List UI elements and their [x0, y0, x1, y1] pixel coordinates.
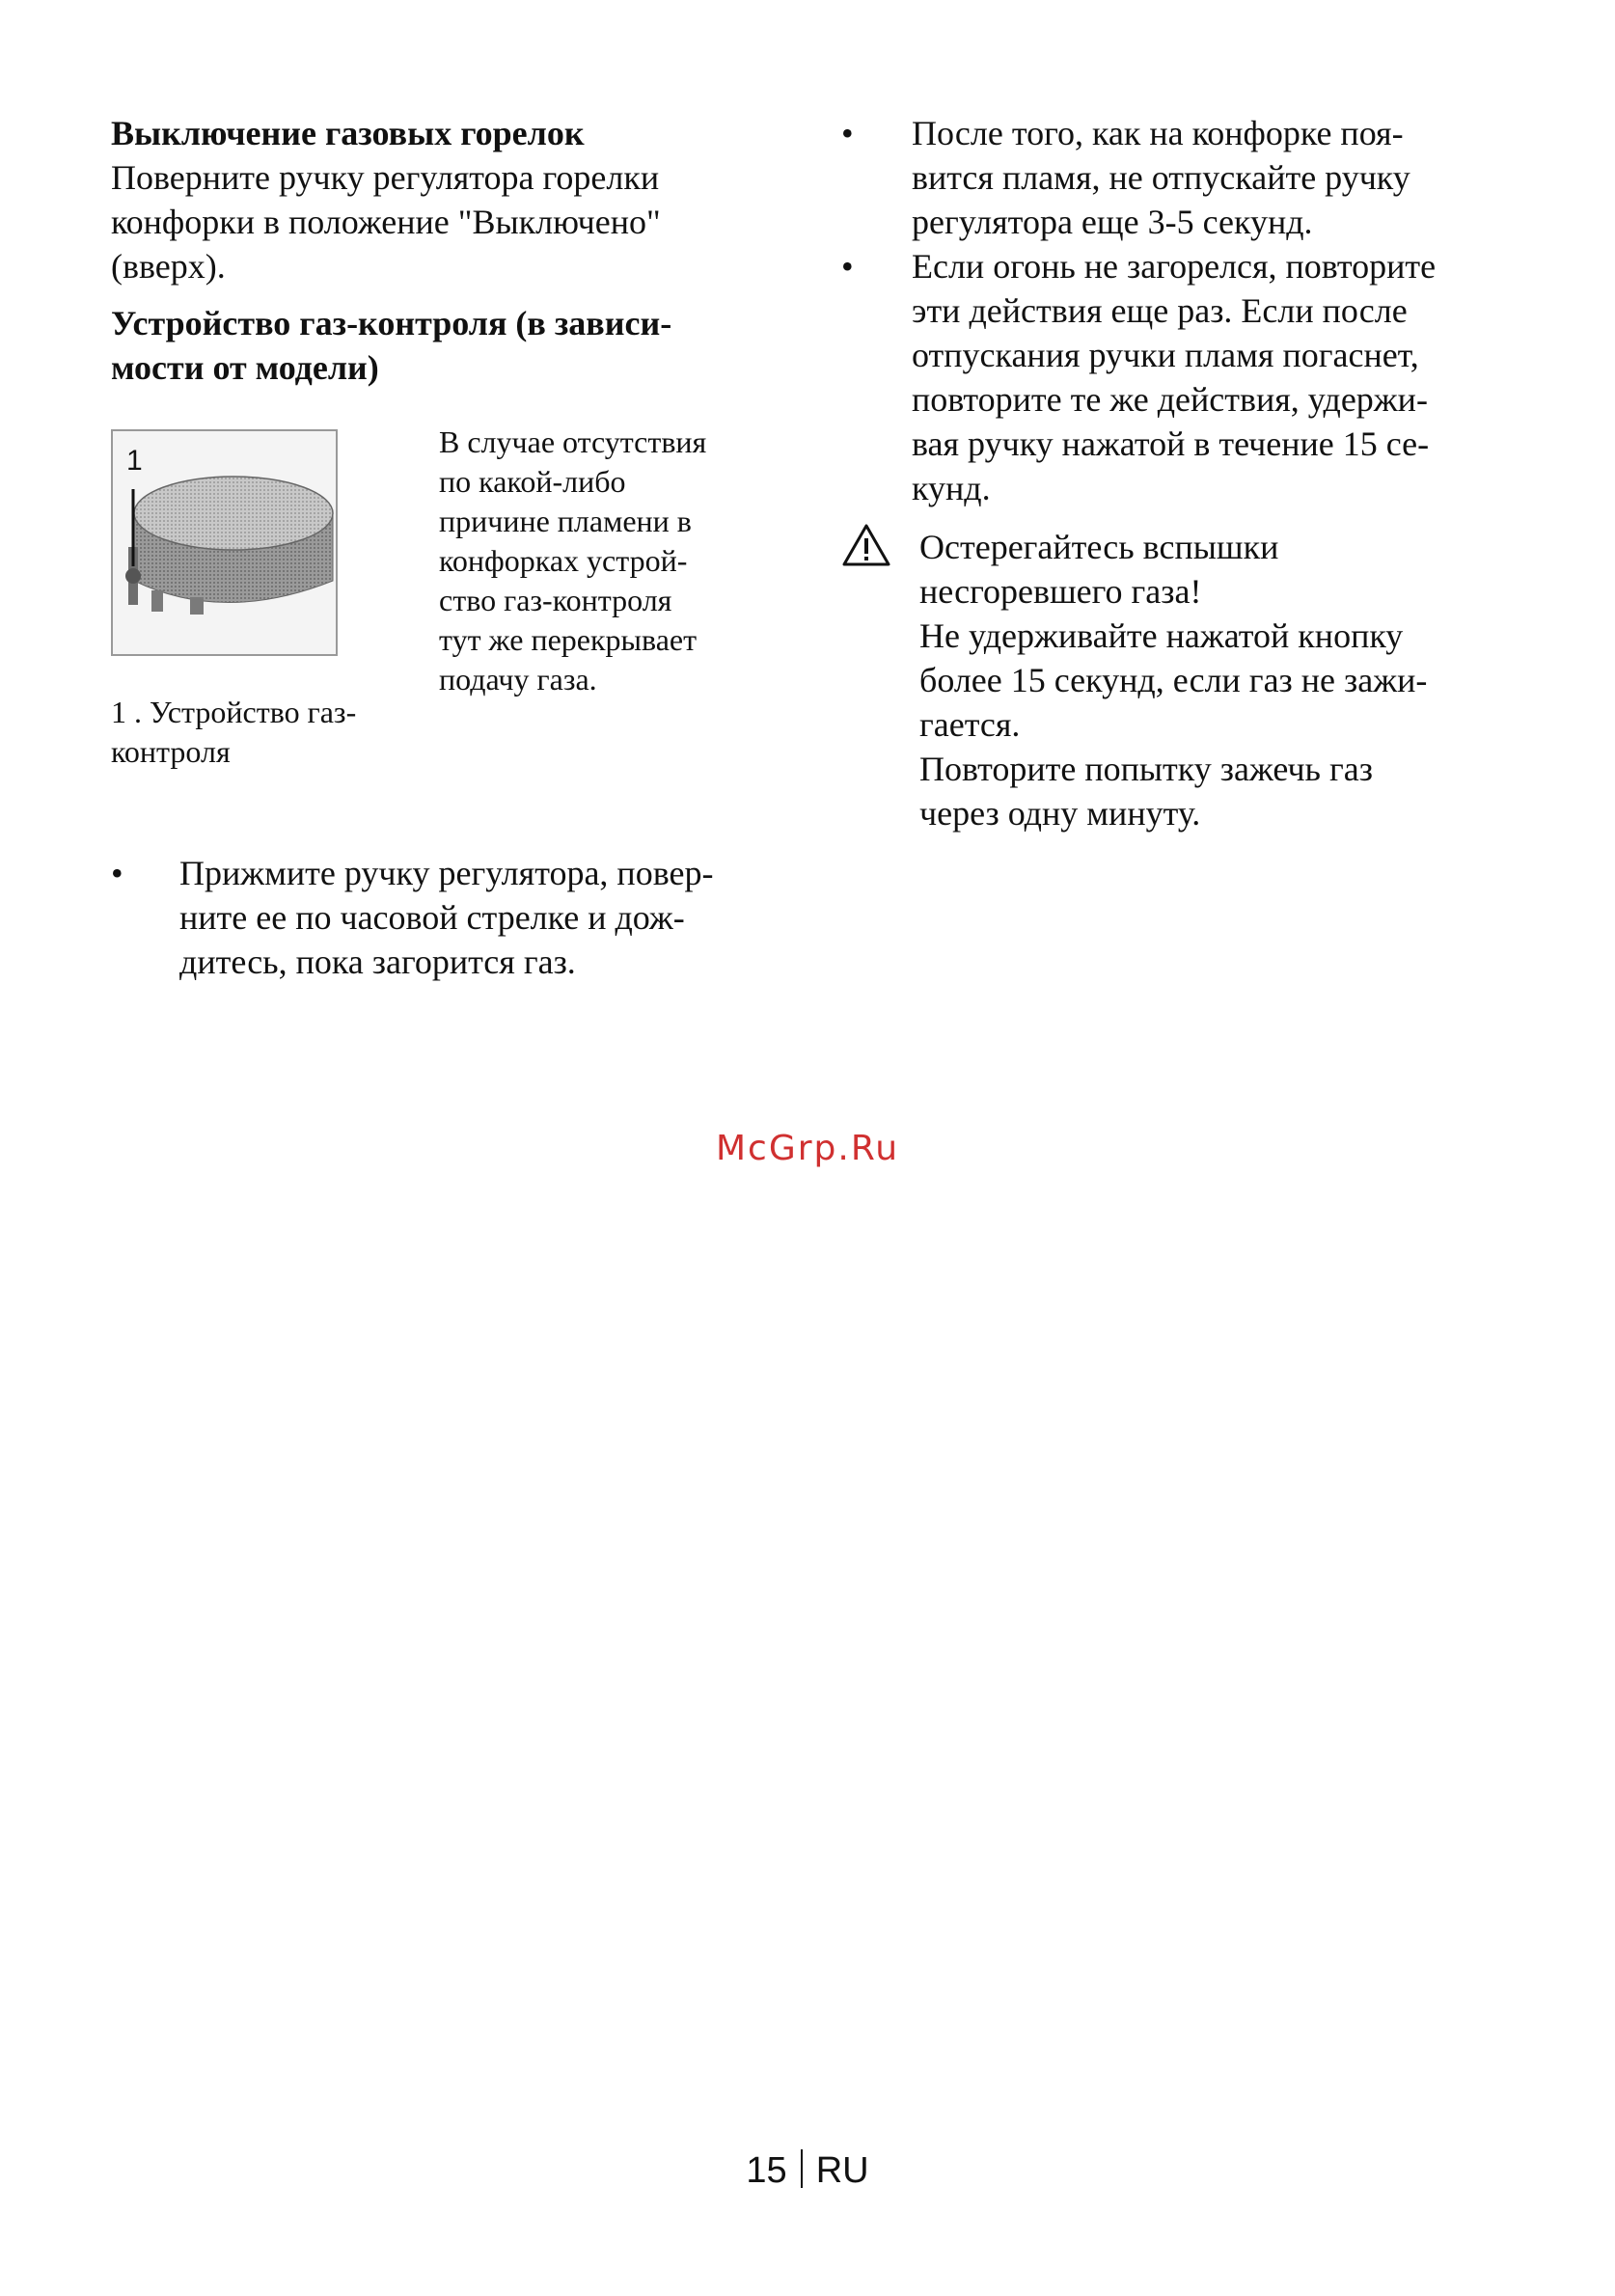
bullet-line: вая ручку нажатой в течение 15 се- [912, 424, 1430, 463]
warning-line: через одну минуту. [919, 794, 1201, 833]
side-line: ство газ-контроля [439, 583, 672, 617]
para-line: конфорки в положение "Выключено" [111, 203, 661, 241]
bullet-symbol: • [111, 854, 123, 892]
watermark: McGrp.Ru [715, 1129, 900, 1168]
warning-triangle-icon [841, 523, 891, 567]
warning-line: Повторите попытку зажечь газ [919, 750, 1373, 788]
warning-text [919, 525, 1427, 835]
warning-line: более 15 секунд, если газ не зажи- [919, 661, 1428, 699]
bullet-line: кунд. [912, 469, 991, 507]
bullet-symbol: • [841, 247, 854, 286]
page-footer [0, 2149, 1615, 2192]
caption-line: контроля [111, 734, 231, 769]
burner-illustration [113, 431, 336, 654]
bullet-line: регулятора еще 3-5 секунд. [912, 203, 1313, 241]
side-line: конфорках устрой- [439, 543, 688, 578]
bullet-line: эти действия еще раз. Если после [912, 291, 1408, 330]
warning-line: Остерегайтесь вспышки [919, 528, 1279, 566]
para-line: Поверните ручку регулятора горелки [111, 158, 660, 197]
figure-caption [111, 693, 356, 772]
para-turn-knob [111, 155, 661, 288]
bullet-no-fire [912, 244, 1436, 510]
caption-line: 1 . Устройство газ- [111, 695, 357, 729]
page-language: RU [815, 2150, 869, 2191]
para-line: (вверх). [111, 247, 226, 286]
heading-line: мости от модели) [111, 348, 379, 387]
bullet-after-flame [912, 111, 1410, 244]
bullet-line: повторите те же действия, удержи- [912, 380, 1428, 419]
warning-line: Не удерживайте нажатой кнопку [919, 616, 1404, 655]
burner-figure [111, 429, 338, 656]
bullet-line: ните ее по часовой стрелке и дож- [179, 898, 685, 937]
warning-line: гается. [919, 705, 1021, 744]
side-line: по какой-либо [439, 464, 626, 499]
bullet-line: отпускания ручки пламя погаснет, [912, 336, 1419, 374]
warning-line: несгоревшего газа! [919, 572, 1202, 611]
heading-gas-control [111, 301, 671, 390]
page-number: 15 [746, 2150, 787, 2191]
side-line: подачу газа. [439, 662, 597, 697]
side-text-gas-control [439, 423, 706, 699]
bullet-symbol: • [841, 114, 854, 152]
bullet-line: дитесь, пока загорится газ. [179, 943, 576, 981]
bullet-line: Прижмите ручку регулятора, повер- [179, 854, 714, 892]
heading-line: Устройство газ-контроля (в зависи- [111, 304, 672, 342]
heading-gas-burners-off: Выключение газовых горелок [111, 114, 585, 152]
side-line: причине пламени в [439, 504, 692, 538]
bullet-line: Если огонь не загорелся, повторите [912, 247, 1437, 286]
bullet-line: вится пламя, не отпускайте ручку [912, 158, 1410, 197]
side-line: тут же перекрывает [439, 622, 698, 657]
footer-separator [801, 2149, 803, 2188]
side-line: В случае отсутствия [439, 424, 707, 459]
bullet-line: После того, как на конфорке поя- [912, 114, 1404, 152]
bullet-press-knob [179, 851, 713, 984]
figure-label: 1 [126, 445, 143, 477]
